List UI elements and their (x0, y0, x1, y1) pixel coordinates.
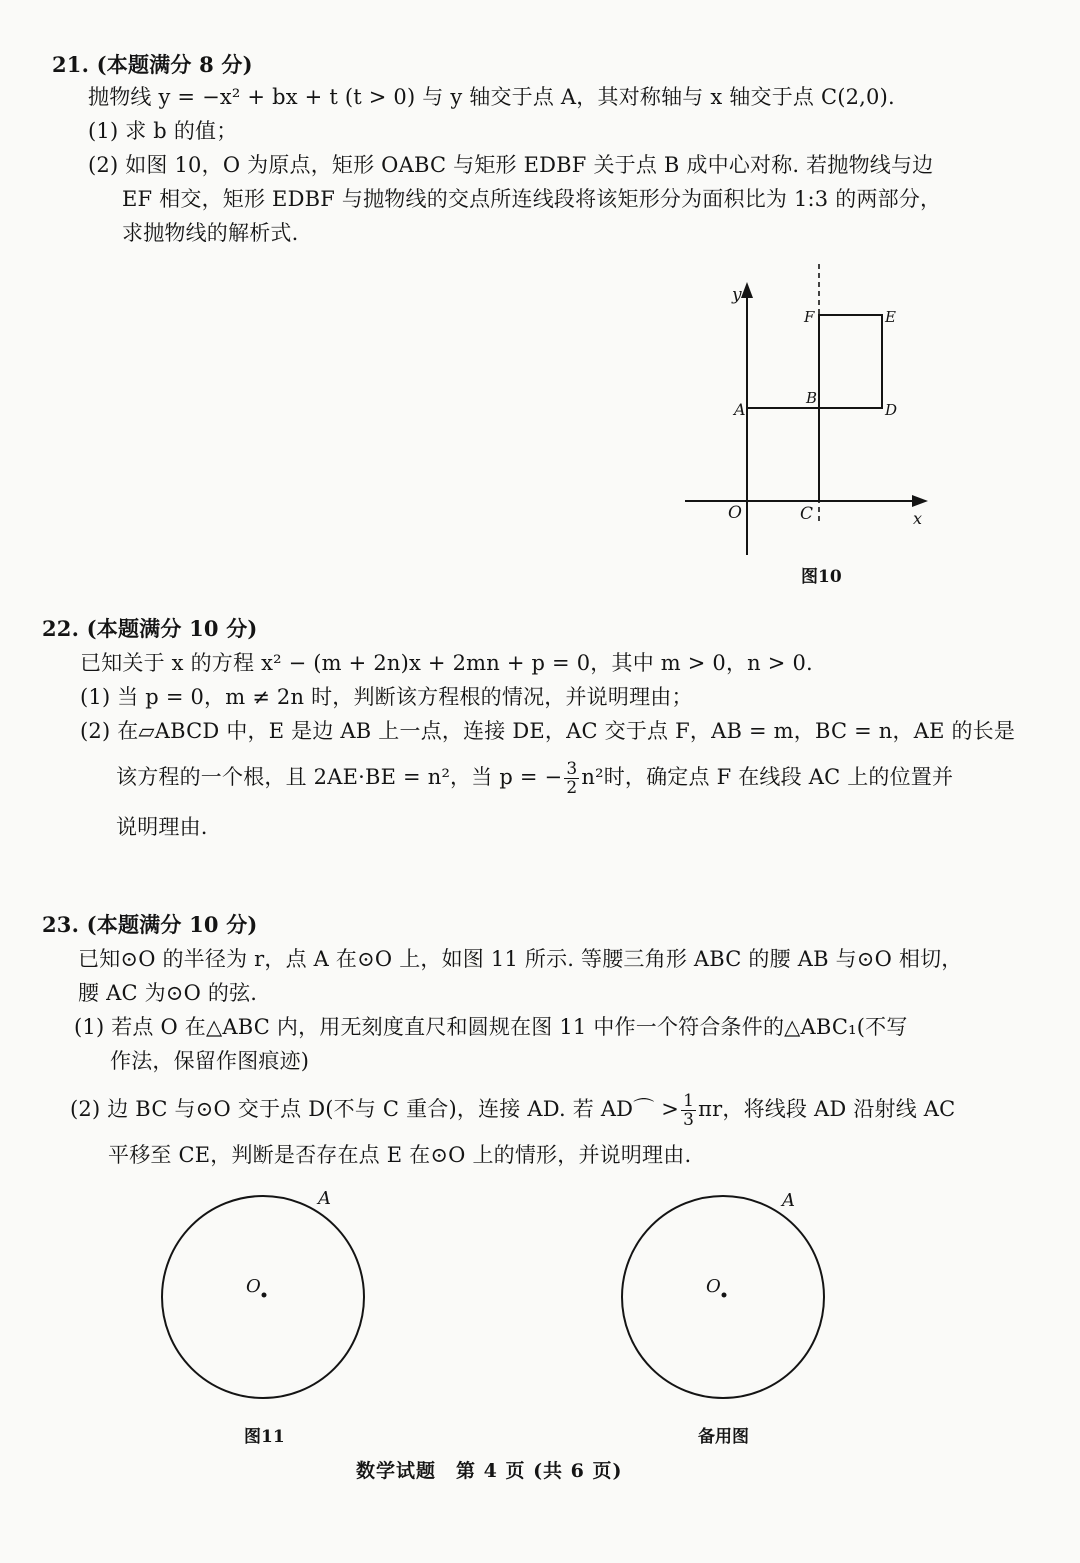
center-dot (722, 1293, 727, 1298)
q23-part2-line1 (70, 1092, 955, 1129)
label-A: A (734, 400, 746, 419)
spare-figure (610, 1180, 840, 1410)
page-footer: 数学试题 第 4 页 (共 6 页) (356, 1460, 623, 1482)
label-B: B (806, 389, 818, 407)
q21-part2-line2: EF 相交，矩形 EDBF 与抛物线的交点所连线段将该矩形分为面积比为 1:3 的两部分， (122, 187, 942, 211)
figure-11 (150, 1180, 380, 1410)
q22-part2-line2-pre: 该方程的一个根，且 2AE·BE = n²，当 p = − (116, 765, 563, 789)
fraction-one-third (681, 1092, 696, 1129)
fraction-numerator: 3 (566, 759, 578, 779)
q23-part1-line2: 作法，保留作图痕迹) (110, 1049, 310, 1073)
q22-part2-line3: 说明理由. (116, 815, 208, 839)
fraction-denominator: 2 (566, 778, 578, 798)
q21-part2-line3: 求抛物线的解析式. (122, 221, 299, 245)
q22-stem: 已知关于 x 的方程 x² − (m + 2n)x + 2mn + p = 0，其中 m > 0，n > 0. (80, 651, 813, 675)
q21-part1: (1) 求 b 的值； (88, 119, 238, 143)
fraction-three-halves (564, 760, 579, 797)
y-axis-arrow (741, 282, 753, 298)
spare-figure-caption: 备用图 (698, 1427, 749, 1447)
q22-part2-line2 (116, 760, 953, 797)
q21-part2-line1: (2) 如图 10，O 为原点，矩形 OABC 与矩形 EDBF 关于点 B 成中心对称. 若抛物线与边 (88, 153, 934, 177)
label-A: A (782, 1190, 795, 1211)
q23-part1-line1: (1) 若点 O 在△ABC 内，用无刻度直尺和圆规在图 11 中作一个符合条件的△ABC₁(不写 (74, 1015, 908, 1039)
q21-header: 21. (本题满分 8 分) (52, 52, 253, 77)
q23-part2-line1-post: πr，将线段 AD 沿射线 AC (698, 1097, 956, 1121)
label-O: O (728, 503, 742, 523)
label-C: C (800, 504, 814, 524)
q23-header: 23. (本题满分 10 分) (42, 912, 258, 937)
figure-10-caption: 图10 (801, 567, 842, 587)
q22-header: 22. (本题满分 10 分) (42, 616, 258, 641)
fraction-denominator: 3 (683, 1110, 695, 1130)
figure-11-caption: 图11 (244, 1427, 285, 1447)
figure-10 (680, 260, 940, 560)
label-F: F (804, 308, 815, 326)
x-axis-arrow (912, 495, 928, 507)
q23-part2-line1-pre: (2) 边 BC 与⊙O 交于点 D(不与 C 重合)，连接 AD. 若 AD⌒ > (70, 1097, 680, 1121)
label-O: O (706, 1276, 721, 1297)
fraction-numerator: 1 (683, 1091, 695, 1111)
label-A: A (318, 1188, 331, 1209)
label-y: y (732, 285, 742, 305)
q21-stem: 抛物线 y = −x² + bx + t (t > 0) 与 y 轴交于点 A，其对称轴与 x 轴交于点 C(2,0). (88, 85, 895, 109)
label-x: x (913, 509, 923, 528)
label-D: D (885, 401, 898, 419)
center-dot (262, 1293, 267, 1298)
q22-part1: (1) 当 p = 0，m ≠ 2n 时，判断该方程根的情况，并说明理由； (80, 685, 693, 709)
q23-stem-line1: 已知⊙O 的半径为 r，点 A 在⊙O 上，如图 11 所示. 等腰三角形 ABC 的腰 AB 与⊙O 相切， (78, 947, 963, 971)
q23-stem-line2: 腰 AC 为⊙O 的弦. (78, 981, 258, 1005)
q22-part2-line1: (2) 在▱ABCD 中，E 是边 AB 上一点，连接 DE，AC 交于点 F，AB = m，BC = n，AE 的长是 (80, 719, 1016, 743)
label-E: E (885, 308, 896, 326)
q23-part2-line2: 平移至 CE，判断是否存在点 E 在⊙O 上的情形，并说明理由. (108, 1143, 692, 1167)
label-O: O (246, 1276, 261, 1297)
q22-part2-line2-post: n²时，确定点 F 在线段 AC 上的位置并 (581, 765, 954, 789)
rect-EDBF (819, 315, 882, 408)
